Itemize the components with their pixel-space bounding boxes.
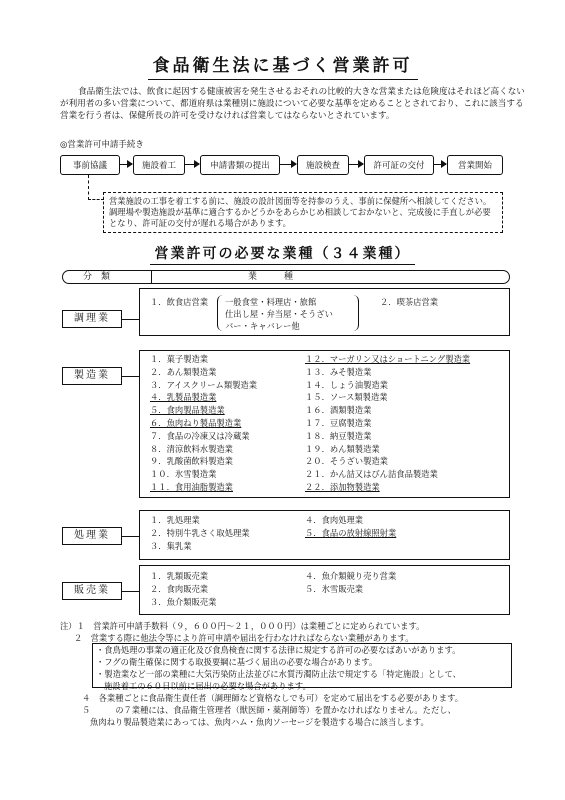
header-category: 分 類 xyxy=(83,272,111,282)
manufacturing-item-right-5: １６．酒類製造業 xyxy=(305,405,372,416)
category-processing: 処理業 xyxy=(62,527,122,545)
flow-step-construction: 施設着工 xyxy=(133,155,185,175)
note-4: ４ 各業種ごとに食品衛生責任者（調理師など資格なしでも可）を定めて届出をする必要があります。 xyxy=(82,693,463,703)
note-bullet-3: ・製造業など一部の業種に大気汚染防止法並びに水質汚濁防止法で規定する「特定施設」として、 xyxy=(96,669,461,679)
note-connector xyxy=(88,175,104,200)
cooking-sub-1: 一般食堂・料理店・旅館 xyxy=(225,297,317,307)
manufacturing-item-left-2: ２．あん類製造業 xyxy=(150,366,217,377)
flow-step-open: 営業開始 xyxy=(447,155,503,175)
processing-item-left-2: ２．特別牛乳さく取処理業 xyxy=(150,528,250,538)
processing-item-left-3: ３．集乳業 xyxy=(150,541,192,551)
manufacturing-item-left-1: １．菓子製造業 xyxy=(150,354,209,364)
note-bullet-1: ・食鳥処理の事業の適正化及び食鳥検査に関する法律に規定する許可の必要なばあいがあります。 xyxy=(96,645,461,655)
manufacturing-item-left-6: ６．魚肉ねり製品製造業 xyxy=(150,418,242,428)
manufacturing-item-right-11: ２２．添加物製造業 xyxy=(305,482,380,492)
flow-arrow xyxy=(120,164,132,165)
note-bullet-4: 施設着工の６０日以前に届出の必要な場合があります。 xyxy=(104,681,311,691)
flow-arrow xyxy=(434,164,446,165)
manufacturing-item-left-11: １１．食用油脂製造業 xyxy=(150,482,233,492)
manufacturing-item-right-3: １４．しょう油製造業 xyxy=(305,379,388,390)
flow-step-consultation: 事前協議 xyxy=(60,155,120,175)
sales-item-left-3: ３．魚介類販売業 xyxy=(150,597,217,607)
title-underline xyxy=(148,79,418,80)
manufacturing-item-right-1: １２．マーガリン又はショートニング製造業 xyxy=(305,354,471,364)
category-connector xyxy=(122,319,139,320)
flow-arrow xyxy=(280,164,296,165)
intro-paragraph: 食品衛生法では、飲食に起因する健康被害を発生させるおそれの比較的大きな営業または危険度はそれほど高くないが利用者の多い営業について、都道府県は業種別に施設について必要な基準を定めることとされており、これに該当する営業を行う者は、保健所長の許可を受けなければ営業してはならないとされています。 xyxy=(60,87,525,121)
header-type: 業 種 xyxy=(248,272,294,282)
flow-step-inspection: 施設検査 xyxy=(297,155,349,175)
category-connector xyxy=(122,536,139,537)
cooking-sub-2: 仕出し屋・弁当屋・そうざい xyxy=(225,309,333,319)
section-title: 営業許可の必要な業種（３４業種） xyxy=(154,246,411,262)
manufacturing-item-right-10: ２１．かん詰又はびん詰食品製造業 xyxy=(305,469,438,480)
processing-item-right-1: ４．食肉処理業 xyxy=(305,515,364,525)
header-divider xyxy=(151,271,152,283)
manufacturing-item-right-9: ２０．そうざい製造業 xyxy=(305,456,388,467)
cooking-item-2: ２．喫茶店営業 xyxy=(380,297,439,307)
manufacturing-item-right-8: １９．めん類製造業 xyxy=(305,443,380,454)
cooking-item-1: １．飲食店営業 xyxy=(150,297,209,307)
category-sales: 販売業 xyxy=(62,582,122,600)
category-cooking: 調理業 xyxy=(62,310,122,328)
sales-item-right-1: ４．魚介類競り売り営業 xyxy=(305,571,397,581)
manufacturing-item-left-5: ５．食肉製品製造業 xyxy=(150,405,225,416)
flow-step-application: 申請書類の提出 xyxy=(200,155,280,175)
sales-item-left-1: １．乳類販売業 xyxy=(150,571,209,581)
note-1: 注）１ 営業許可申請手数料（９，６００円〜２１，０００円）は業種ごとに定められています。 xyxy=(60,621,425,631)
flow-arrow xyxy=(185,164,199,165)
manufacturing-item-right-4: １５．ソース類製造業 xyxy=(305,392,388,403)
category-connector xyxy=(122,591,139,592)
manufacturing-item-left-9: ９．乳酸菌飲料製造業 xyxy=(150,456,233,467)
notes-section xyxy=(60,620,540,728)
manufacturing-item-right-7: １８．納豆製造業 xyxy=(305,430,372,441)
processing-item-right-2: ５．食品の放射線照射業 xyxy=(305,528,397,538)
manufacturing-item-left-7: ７．食品の冷凍又は冷蔵業 xyxy=(150,430,250,441)
note-2: ２ 営業する際に他法令等により許可申請や届出を行わなければならない業種があります。 xyxy=(74,633,414,643)
section-underline xyxy=(150,264,415,265)
manufacturing-item-left-4: ４．乳製品製造業 xyxy=(150,392,217,403)
manufacturing-item-left-3: ３．アイスクリーム類製造業 xyxy=(150,379,258,390)
manufacturing-item-left-8: ８．清涼飲料水製造業 xyxy=(150,443,233,454)
note-bullet-2: ・フグの衛生確保に関する取扱要綱に基づく届出の必要な場合があります。 xyxy=(96,657,378,667)
page-title: 食品衛生法に基づく営業許可 xyxy=(152,56,413,76)
sales-item-left-2: ２．食肉販売業 xyxy=(150,584,209,594)
note-5b: 魚肉ねり製品製造業にあっては、魚肉ハム・魚肉ソーセージを製造する場合に該当します。 xyxy=(90,717,429,727)
consultation-note: 営業施設の工事を着工する前に、施設の設計図面等を持参のうえ、事前に保健所へ相談してください。調理場や製造施設が基準に適合するかどうかをあらかじめ相談しておかないと、完成後に手直しが必要となり、許可証の交付が遅れる場合があります。 xyxy=(103,192,503,233)
table-header xyxy=(62,270,510,284)
manufacturing-item-right-6: １７．豆腐製造業 xyxy=(305,418,372,428)
sales-item-right-2: ５．氷雪販売業 xyxy=(305,584,364,594)
flow-step-issue: 許可証の交付 xyxy=(364,155,434,175)
category-connector xyxy=(122,376,139,377)
flow-arrow xyxy=(349,164,363,165)
manufacturing-item-left-10: １０．氷雪製造業 xyxy=(150,469,217,480)
manufacturing-item-right-2: １３．みそ製造業 xyxy=(305,366,372,377)
category-manufacturing: 製造業 xyxy=(62,367,122,385)
cooking-sub-3: バー・キャバレー他 xyxy=(225,321,300,331)
processing-item-left-1: １．乳処理業 xyxy=(150,515,200,525)
flow-label: ◎営業許可申請手続き xyxy=(60,140,144,150)
note-5a: ５ の７業種には、食品衛生管理者（獣医師・薬剤師等）を置かなければなりません。ただし、 xyxy=(82,705,456,715)
